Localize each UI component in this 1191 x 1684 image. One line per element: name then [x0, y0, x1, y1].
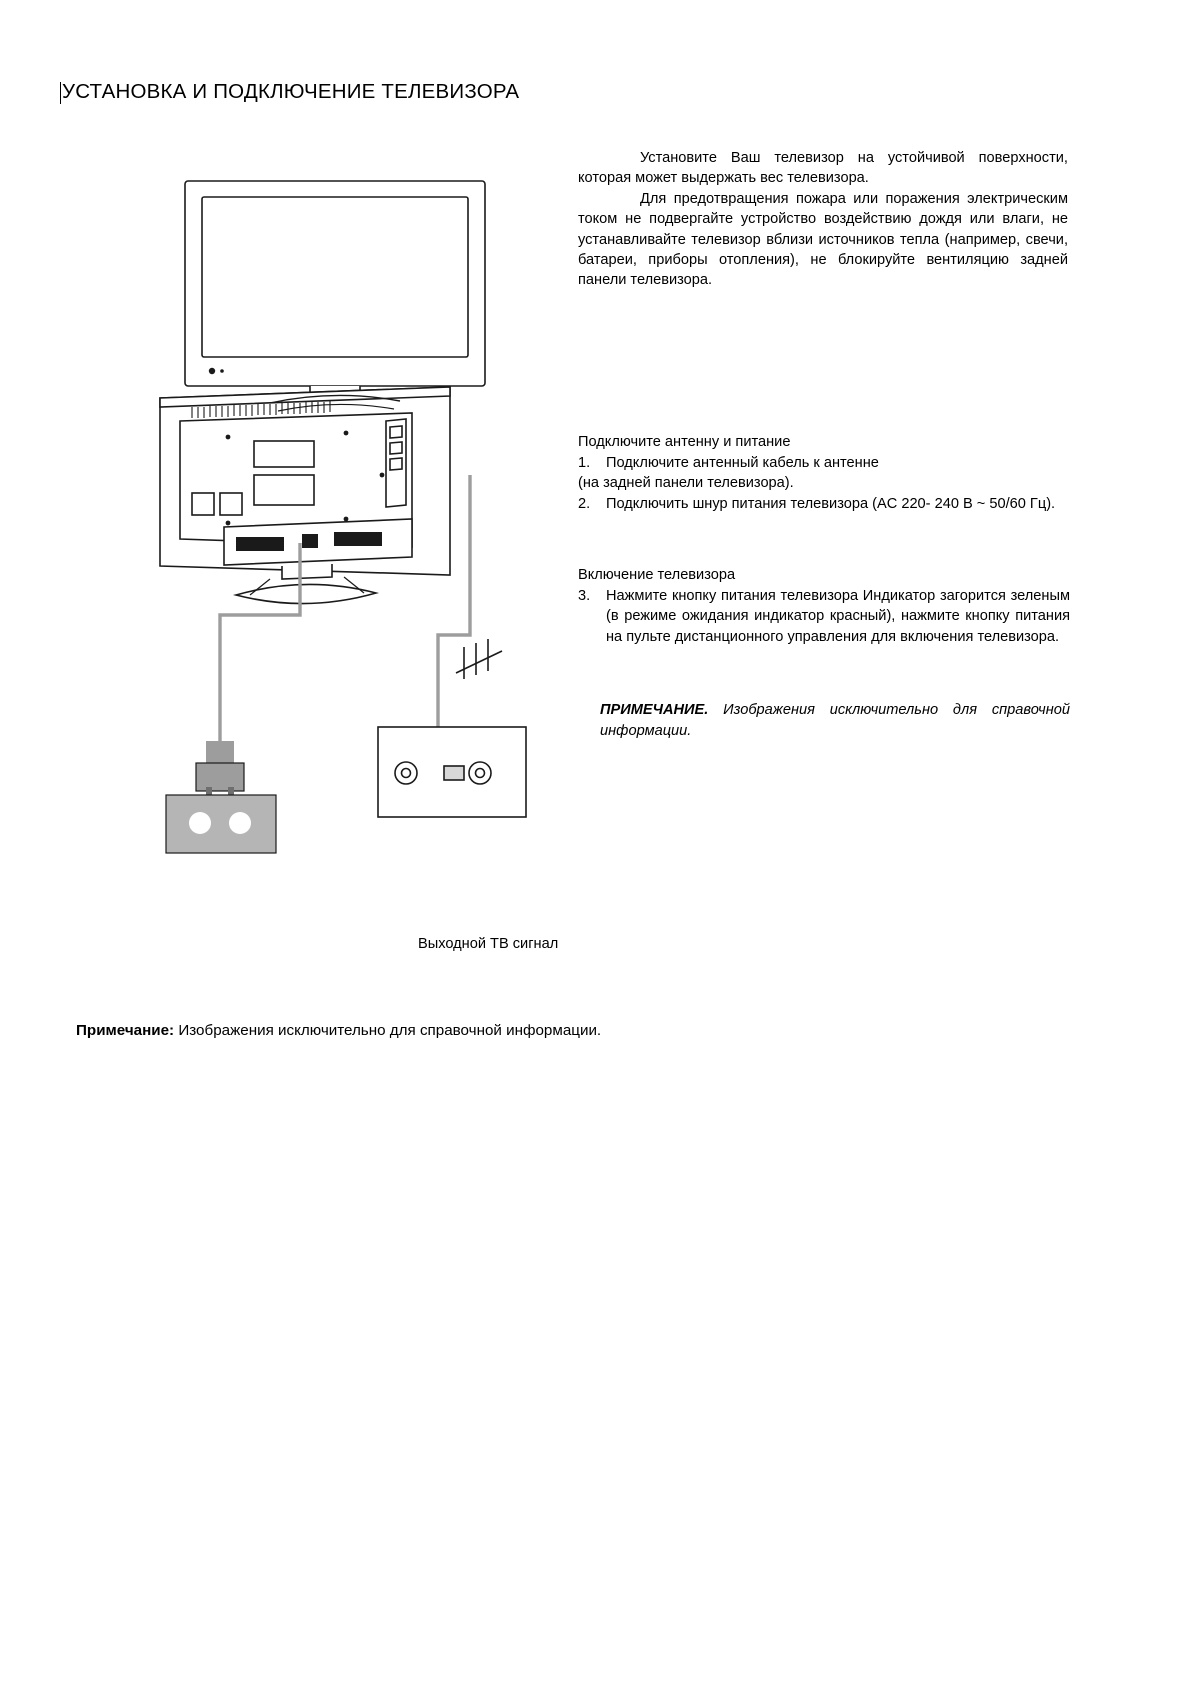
list-text: Подключите антенный кабель к антенне: [606, 454, 879, 471]
antenna-item1-continuation: (на задней панели телевизора).: [578, 475, 794, 492]
list-text: Подключить шнур питания телевизора (AC 220- 240 В ~ 50/60 Гц).: [606, 495, 1056, 512]
list-item: [578, 453, 1070, 474]
paragraph-install-surface: Установите Ваш телевизор на устойчивой поверхности, которая может выдержать вес телевизора.: [578, 150, 1068, 187]
list-item: [578, 494, 1070, 515]
bottom-note: [76, 1022, 601, 1039]
paragraph-fire-warning: Для предотвращения пожара или поражения электрическим током не подвергайте устройство воздействию дождя или влаги, не устанавливайте телевизор вблизи источников тепла (например, свечи, батареи, приборы отопления), не блокируйте вентиляцию задней панели телевизора.: [578, 190, 1068, 289]
note-label: ПРИМЕЧАНИЕ.: [600, 702, 709, 718]
note-text: Изображения исключительно для справочной информации.: [600, 702, 1070, 739]
list-number: 3.: [578, 587, 591, 604]
power-section-heading: Включение телевизора: [578, 567, 736, 583]
power-on-section: [578, 565, 1070, 647]
intro-text-block: [578, 148, 1068, 291]
note-reference-italic: [600, 700, 1070, 741]
list-item: [578, 586, 1070, 648]
figure-signal-caption: Выходной ТВ сигнал: [418, 936, 559, 952]
title-cursor-bar: [60, 82, 61, 104]
list-number: 1.: [578, 454, 591, 471]
antenna-section-heading: Подключите антенну и питание: [578, 434, 791, 450]
antenna-connection-section: [578, 432, 1070, 514]
bottom-note-label: Примечание:: [76, 1022, 175, 1039]
list-text: Нажмите кнопку питания телевизора Индикатор загорится зеленым (в режиме ожидания индикатор красный), нажмите кнопку питания на пульте дистанционного управления для включения телевизора.: [606, 587, 1070, 645]
bottom-note-text: Изображения исключительно для справочной информации.: [174, 1022, 602, 1039]
tv-connection-illustration: [150, 175, 570, 855]
page-title: УСТАНОВКА И ПОДКЛЮЧЕНИЕ ТЕЛЕВИЗОРА: [62, 80, 520, 103]
list-number: 2.: [578, 495, 591, 512]
